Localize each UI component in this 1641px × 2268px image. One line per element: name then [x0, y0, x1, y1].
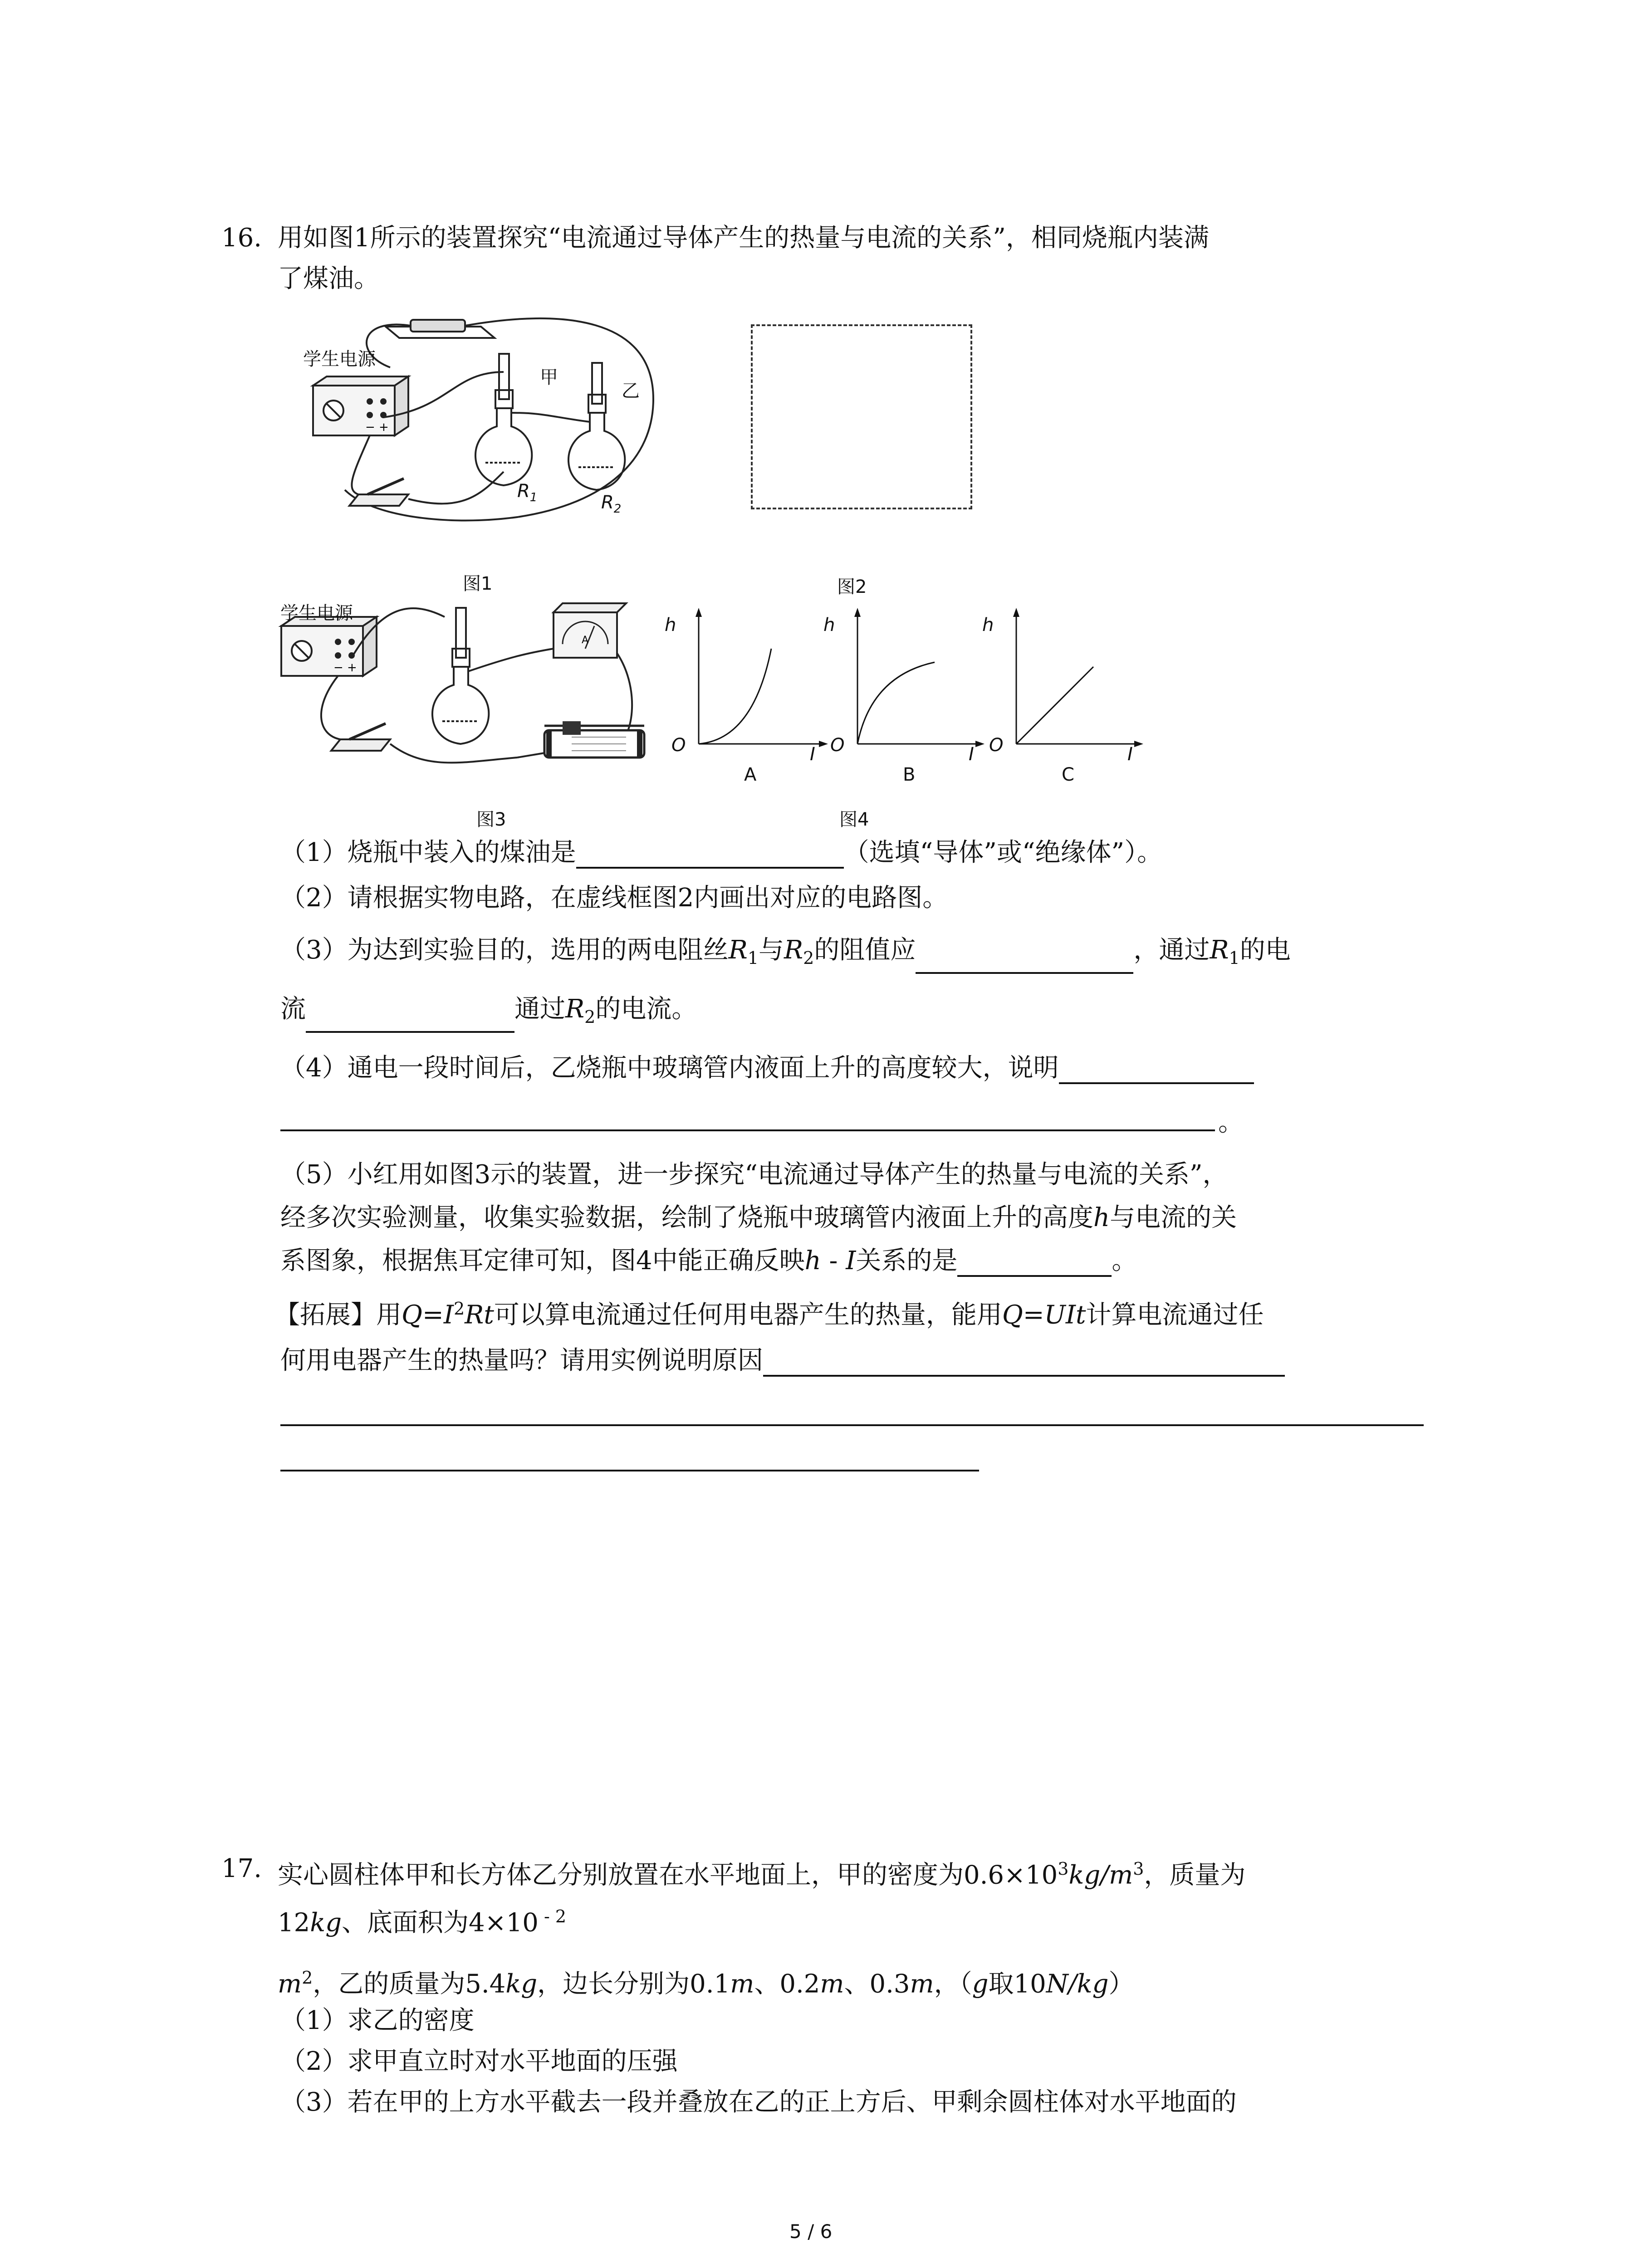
- q16-sub2: （2）请根据实物电路，在虚线框图2内画出对应的电路图。: [280, 883, 948, 913]
- sub3-blank-1[interactable]: [916, 946, 1133, 974]
- graph-c-h: h: [982, 615, 994, 635]
- fig4-label: 图4: [839, 809, 869, 830]
- q16-sub4: （4）通电一段时间后，乙烧瓶中玻璃管内液面上升的高度较大，说明: [280, 1052, 1254, 1084]
- q17-number: 17.: [221, 1854, 262, 1883]
- graph-a-o: O: [671, 735, 686, 756]
- fig3-power-label: 学生电源: [280, 603, 353, 624]
- sub4-blank-1[interactable]: [1059, 1056, 1254, 1084]
- q17-line2: 12kg、底面积为4×10 $^{- 2}$: [278, 1906, 567, 1938]
- sub3-blank-2[interactable]: [306, 1005, 514, 1033]
- q16-ext-line2: 何用电器产生的热量吗？请用实例说明原因: [280, 1345, 1285, 1377]
- graph-b-o: O: [830, 735, 845, 756]
- sub4-blank-2[interactable]: [280, 1129, 1215, 1131]
- svg-text:− +: − +: [333, 661, 357, 675]
- q16-line2: 了煤油。: [278, 264, 379, 293]
- graph-c-label: C: [1062, 764, 1074, 785]
- flask-jia-label: 甲: [540, 367, 558, 388]
- q17-sub2: （2）求甲直立时对水平地面的压强: [280, 2047, 678, 2076]
- ext-blank-2[interactable]: [280, 1424, 1424, 1426]
- ext-blank-3[interactable]: [280, 1470, 979, 1471]
- sub5-blank[interactable]: [957, 1249, 1112, 1277]
- graph-b-h: h: [823, 615, 835, 635]
- sub4-period: 。: [1218, 1108, 1244, 1137]
- q17-sub1: （1）求乙的密度: [280, 2006, 475, 2035]
- q16-sub5-line3: 系图象，根据焦耳定律可知，图4中能正确反映h - I关系的是 。: [280, 1245, 1137, 1277]
- q16-sub3-line2: 流 通过$R_2$的电流。: [280, 993, 697, 1033]
- graph-c-i: I: [1127, 744, 1133, 765]
- graph-c-o: O: [989, 735, 1004, 756]
- q16-sub3-line1: （3）为达到实验目的，选用的两电阻丝$R_1$与$R_2$的阻值应 ，通过$R_1$的电: [280, 934, 1291, 974]
- sub1-blank[interactable]: [576, 841, 844, 869]
- q16-line1: 用如图1所示的装置探究“电流通过导体产生的热量与电流的关系”，相同烧瓶内装满: [278, 223, 1209, 253]
- q16-sub5-line1: （5）小红用如图3示的装置，进一步探究“电流通过导体产生的热量与电流的关系”，: [280, 1160, 1228, 1189]
- graph-a-i: I: [810, 744, 815, 765]
- q17-line1: 实心圆柱体甲和长方体乙分别放置在水平地面上，甲的密度为$0.6\times 10^3kg/m^3$，质量为: [278, 1859, 1246, 1890]
- graph-b-label: B: [903, 764, 916, 785]
- r1-label: $R_1$: [517, 481, 538, 504]
- q16-number: 16.: [221, 223, 262, 253]
- q17-line3: $m^2$，乙的质量为5.4kg，边长分别为0.1m、0.2m、0.3m，（g取10N/kg）: [278, 1968, 1134, 1999]
- figure-1-circuit: [290, 299, 699, 526]
- graph-a-label: A: [744, 764, 757, 785]
- svg-text:A: A: [582, 635, 589, 646]
- fig2-label: 图2: [837, 577, 867, 597]
- figure-2-dashed-box: [751, 324, 972, 509]
- q16-sub1: （1）烧瓶中装入的煤油是 （选填“导体”或“绝缘体”）。: [280, 837, 1162, 869]
- fig1-power-label: 学生电源: [303, 349, 376, 370]
- graph-a-h: h: [665, 615, 676, 635]
- q17-sub3: （3）若在甲的上方水平截去一段并叠放在乙的正上方后、甲剩余圆柱体对水平地面的: [280, 2087, 1237, 2117]
- ext-blank-1[interactable]: [763, 1349, 1285, 1377]
- fig1-label: 图1: [463, 573, 493, 594]
- page-number: 5 / 6: [789, 2220, 833, 2243]
- graph-b-i: I: [969, 744, 974, 765]
- svg-text:− +: − +: [365, 420, 389, 434]
- fig3-label: 图3: [476, 809, 506, 830]
- q16-sub5-line2: 经多次实验测量，收集实验数据，绘制了烧瓶中玻璃管内液面上升的高度h与电流的关: [280, 1203, 1237, 1232]
- flask-yi-label: 乙: [622, 381, 640, 401]
- r2-label: $R_2$: [601, 492, 622, 516]
- q16-ext-line1: 【拓展】用$Q=I^2Rt$可以算电流通过任何用电器产生的热量，能用Q=UIt计算电流通过任: [274, 1299, 1264, 1330]
